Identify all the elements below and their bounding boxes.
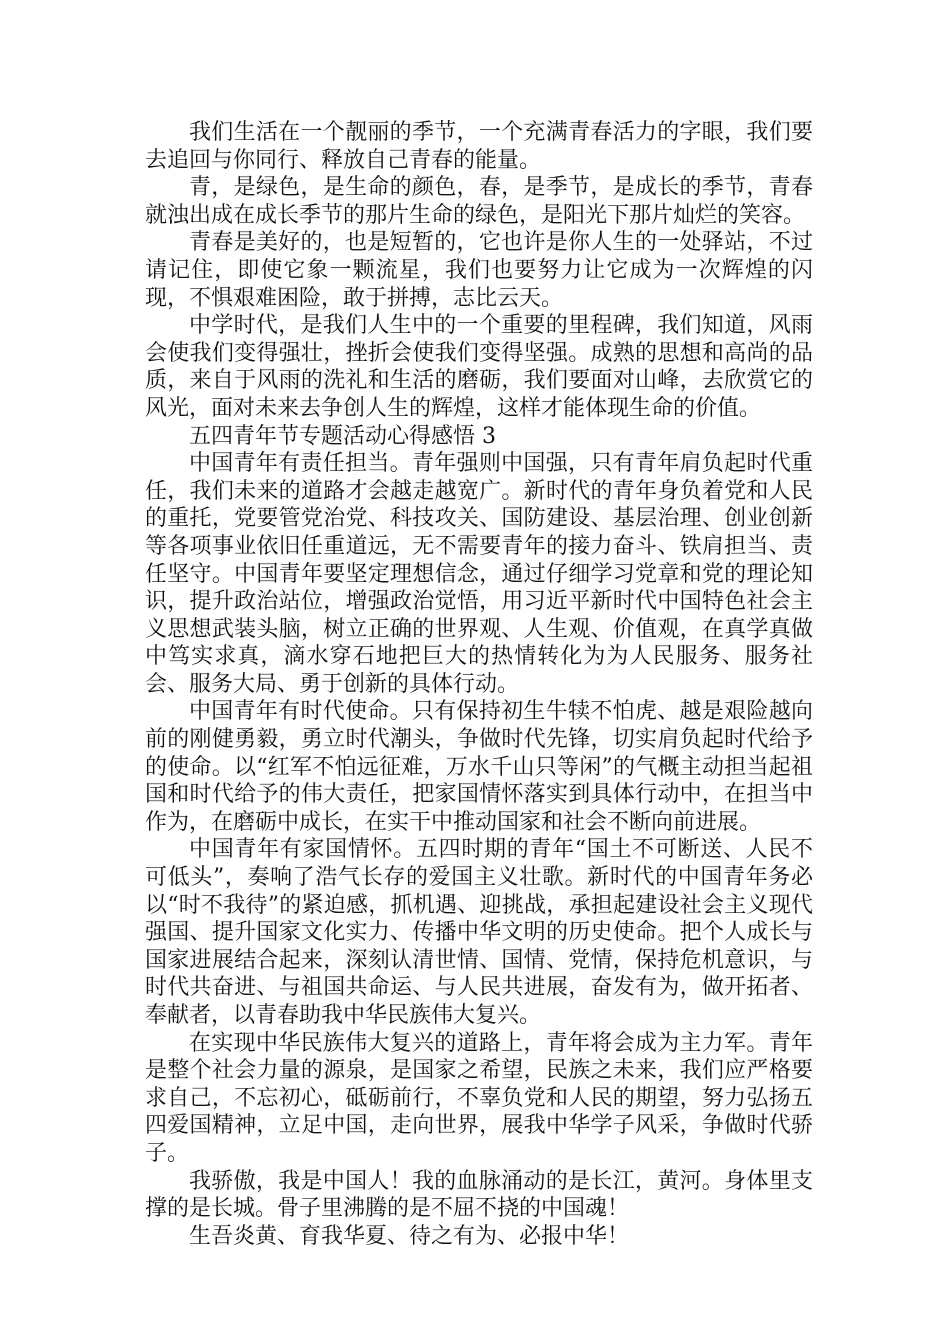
paragraph: 青春是美好的，也是短暂的，它也许是你人生的一处驿站，不过请记住，即使它象一颗流星，我们也要努力让它成为一次辉煌的闪现，不惧艰难困险，敢于拼搏，志比云天。	[145, 230, 813, 311]
document-body	[145, 119, 813, 1250]
paragraph: 中国青年有责任担当。青年强则中国强，只有青年肩负起时代重任，我们未来的道路才会越走越宽广。新时代的青年身负着党和人民的重托，党要管党治党、科技攻关、国防建设、基层治理、创业创新等各项事业依旧任重道远，无不需要青年的接力奋斗、铁肩担当、责任坚守。中国青年要坚定理想信念，通过仔细学习党章和党的理论知识，提升政治站位，增强政治觉悟，用习近平新时代中国特色社会主义思想武装头脑，树立正确的世界观、人生观、价值观，在真学真做中笃实求真，滴水穿石地把巨大的热情转化为为人民服务、服务社会、服务大局、勇于创新的具体行动。	[145, 451, 813, 697]
paragraph: 青，是绿色，是生命的颜色，春，是季节，是成长的季节，青春就浊出成在成长季节的那片生命的绿色，是阳光下那片灿烂的笑容。	[145, 175, 813, 228]
paragraph: 中国青年有家国情怀。五四时期的青年“国土不可断送、人民不可低头”，奏响了浩气长存的爱国主义壮歌。新时代的中国青年务必以“时不我待”的紧迫感，抓机遇、迎挑战，承担起建设社会主义现代强国、提升国家文化实力、传播中华文明的历史使命。把个人成长与国家进展结合起来，深刻认清世情、国情、党情，保持危机意识，与时代共奋进、与祖国共命运、与人民共进展，奋发有为，做开拓者、奉献者，以青春助我中华民族伟大复兴。	[145, 837, 813, 1028]
paragraph: 在实现中华民族伟大复兴的道路上，青年将会成为主力军。青年是整个社会力量的源泉，是国家之希望，民族之未来，我们应严格要求自己，不忘初心，砥砺前行，不辜负党和人民的期望，努力弘扬五四爱国精神，立足中国，走向世界，展我中华学子风采，争做时代骄子。	[145, 1030, 813, 1166]
section-heading: 五四青年节专题活动心得感悟 3	[189, 423, 496, 449]
paragraph: 我们生活在一个靓丽的季节，一个充满青春活力的字眼，我们要去追回与你同行、释放自己青春的能量。	[145, 120, 813, 173]
paragraph: 我骄傲，我是中国人！我的血脉涌动的是长江，黄河。身体里支撑的是长城。骨子里沸腾的是不屈不挠的中国魂！	[145, 1168, 813, 1222]
paragraph: 中国青年有时代使命。只有保持初生牛犊不怕虎、越是艰险越向前的刚健勇毅，勇立时代潮头，争做时代先锋，切实肩负起时代给予的使命。以“红军不怕远征难，万水千山只等闲”的气概主动担当起祖国和时代给予的伟大责任，把家国情怀落实到具体行动中，在担当中作为，在磨砺中成长，在实干中推动国家和社会不断向前进展。	[145, 699, 813, 835]
paragraph: 中学时代，是我们人生中的一个重要的里程碑，我们知道，风雨会使我们变得强壮，挫折会使我们变得坚强。成熟的思想和高尚的品质，来自于风雨的洗礼和生活的磨砺，我们要面对山峰，去欣赏它的风光，面对未来去争创人生的辉煌，这样才能体现生命的价值。	[145, 313, 813, 421]
paragraph: 生吾炎黄、育我华夏、待之有为、必报中华！	[189, 1223, 630, 1249]
